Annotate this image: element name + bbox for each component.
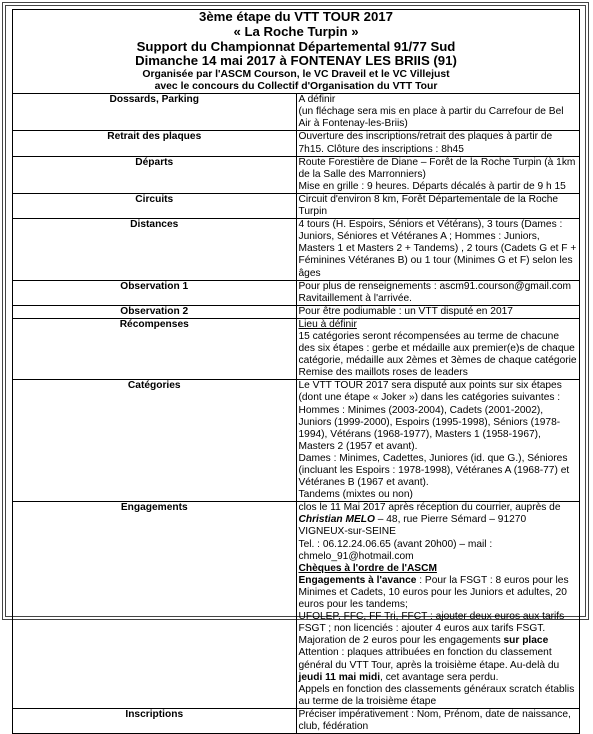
categories-women: Dames : Minimes, Cadettes, Juniores (id. que G.), Séniores (incluant les Espoirs : 1978-1998), Vétéranes A (1968-77) et Vétéranes B (1967 et avant). bbox=[298, 452, 570, 489]
departs-line-2: Mise en grille : 9 heures. Départs décalés à partir de 9 h 15 bbox=[298, 180, 566, 192]
observation-1-line-2: Ravitaillement à l'arrivée. bbox=[298, 292, 412, 304]
header-cell bbox=[13, 10, 580, 94]
engagements-surcharge bbox=[299, 635, 578, 647]
row-retrait bbox=[13, 131, 580, 156]
recompenses-line-3: Remise des maillots roses de leaders bbox=[298, 367, 468, 379]
fees-text: : Pour la FSGT : 8 euros pour les Minimes et Cadets, 10 euros pour les Juniors et adultes, 20 euros pour les tandems; bbox=[298, 574, 569, 611]
event-table bbox=[12, 9, 580, 734]
contact-name: Christian MELO bbox=[298, 514, 375, 526]
organizers: Organisée par l'ASCM Courson, le VC Draveil et le VC Villejust bbox=[142, 69, 450, 81]
label-circuits: Circuits bbox=[13, 193, 297, 218]
organizers-collective: avec le concours du Collectif d'Organisation du VTT Tour bbox=[154, 81, 438, 93]
row-departs bbox=[13, 156, 580, 193]
label-dossards: Dossards, Parking bbox=[13, 94, 297, 131]
engagements-attention bbox=[299, 647, 578, 683]
value-retrait bbox=[296, 131, 580, 156]
distances-line-1: 4 tours (H. Espoirs, Séniors et Vétérans), 3 tours (Dames : Juniors, Séniores et Vétéranes A ; Hommes : Juniors, Masters 1 et Masters 2 + Tandems) , 2 tours (Cadets G et F + Féminines Vétéranes B) ou 1 tour (Minimes G et F) selon les âges bbox=[298, 219, 577, 279]
label-observation-1: Observation 1 bbox=[13, 280, 297, 305]
categories-men: Hommes : Minimes (2003-2004), Cadets (2001-2002), Juniors (1999-2000), Espoirs (1995-1998), Séniors (1978-1994), Vétérans (1968-1977), Masters 1 (1958-1967), Masters 2 (1957 et avant). bbox=[298, 404, 561, 452]
row-observation-1 bbox=[13, 280, 580, 305]
engagements-other-federations: UFOLEP, FFC, FF Tri, FFCT : ajouter deux euros aux tarifs FSGT ; non licenciés : ajouter 4 euros aux tarifs FSGT. bbox=[298, 611, 565, 635]
value-engagements bbox=[296, 502, 580, 709]
value-recompenses bbox=[296, 318, 580, 379]
row-categories bbox=[13, 380, 580, 502]
recompenses-location: Lieu à définir bbox=[298, 318, 357, 330]
engagements-phone-mail: Tel. : 06.12.24.06.65 (avant 20h00) – mail : chmelo_91@hotmail.com bbox=[298, 538, 493, 562]
surcharge-onsite: sur place bbox=[503, 635, 549, 647]
row-inscriptions bbox=[13, 708, 580, 733]
label-distances: Distances bbox=[13, 219, 297, 280]
row-engagements bbox=[13, 502, 580, 709]
surcharge-text: Majoration de 2 euros pour les engagements bbox=[298, 635, 504, 647]
row-observation-2 bbox=[13, 305, 580, 318]
title-name: « La Roche Turpin » bbox=[233, 23, 359, 39]
value-distances bbox=[296, 219, 580, 280]
value-observation-1 bbox=[296, 280, 580, 305]
title-date: Dimanche 14 mai 2017 à FONTENAY LES BRIIS (91) bbox=[135, 53, 457, 69]
label-engagements: Engagements bbox=[13, 502, 297, 709]
engagements-calls: Appels en fonction des classements généraux scratch établis au terme de la troisième étape bbox=[298, 683, 575, 707]
dossards-line-2: (un fléchage sera mis en place à partir du Carrefour de Bel Air à Fontenay-les-Briis) bbox=[298, 106, 564, 130]
inscriptions-line-1: Préciser impérativement : Nom, Prénom, date de naissance, club, fédération bbox=[298, 708, 571, 732]
label-categories: Catégories bbox=[13, 380, 297, 502]
engagements-cheques: Chèques à l'ordre de l'ASCM bbox=[298, 562, 437, 574]
circuits-line-1: Circuit d'environ 8 km, Forêt Départementale de la Roche Turpin bbox=[298, 193, 559, 218]
attention-text: Attention : plaques attribuées en fonction du classement général du VTT Tour, après la troisième étape. Au-delà du bbox=[298, 647, 560, 671]
value-observation-2 bbox=[296, 305, 580, 318]
departs-line-1: Route Forestière de Diane – Forêt de la Roche Turpin (à 1km de la Salle des Marronniers) bbox=[298, 156, 576, 180]
fees-heading: Engagements à l'avance bbox=[298, 574, 417, 586]
header-row bbox=[13, 10, 580, 94]
engagements-contact bbox=[299, 514, 578, 538]
value-departs bbox=[296, 156, 580, 193]
attention-deadline: jeudi 11 mai midi bbox=[298, 671, 381, 683]
value-inscriptions bbox=[296, 708, 580, 733]
retrait-line-1: Ouverture des inscriptions/retrait des plaques à partir de 7h15. Clôture des inscriptions : 8h45 bbox=[298, 131, 553, 155]
label-departs: Départs bbox=[13, 156, 297, 193]
value-categories bbox=[296, 380, 580, 502]
label-retrait: Retrait des plaques bbox=[13, 131, 297, 156]
observation-2-line-1: Pour être podiumable : un VTT disputé en 2017 bbox=[298, 305, 513, 317]
engagements-line-1: clos le 11 Mai 2017 après réception du courrier, auprès de bbox=[298, 502, 561, 514]
title-championship: Support du Championnat Départemental 91/77 Sud bbox=[136, 38, 456, 54]
value-dossards bbox=[296, 94, 580, 131]
value-circuits bbox=[296, 193, 580, 218]
label-recompenses: Récompenses bbox=[13, 318, 297, 379]
categories-tandems: Tandems (mixtes ou non) bbox=[298, 489, 413, 501]
row-recompenses bbox=[13, 318, 580, 379]
engagements-fees bbox=[299, 575, 578, 611]
categories-line-1: Le VTT TOUR 2017 sera disputé aux points sur six étapes (dont une étape « Joker ») dans les catégories suivantes : bbox=[298, 380, 562, 404]
row-dossards bbox=[13, 94, 580, 131]
contact-address: – 48, rue Pierre Sémard – 91270 VIGNEUX-sur-SEINE bbox=[298, 514, 527, 538]
label-inscriptions: Inscriptions bbox=[13, 708, 297, 733]
row-distances bbox=[13, 219, 580, 280]
inner-frame bbox=[5, 5, 586, 732]
title-stage: 3ème étape du VTT TOUR 2017 bbox=[199, 9, 393, 24]
row-circuits bbox=[13, 193, 580, 218]
attention-end: , cet avantage sera perdu. bbox=[380, 671, 499, 683]
recompenses-line-2: 15 catégories seront récompensées au terme de chacune des six étapes : gerbe et médaille aux premier(e)s de chaque catégorie, médaille aux 2èmes et 3èmes de chaque catégorie bbox=[298, 330, 577, 367]
observation-1-line-1: Pour plus de renseignements : ascm91.courson@gmail.com bbox=[298, 280, 572, 292]
dossards-line-1: A définir bbox=[298, 94, 336, 106]
label-observation-2: Observation 2 bbox=[13, 305, 297, 318]
